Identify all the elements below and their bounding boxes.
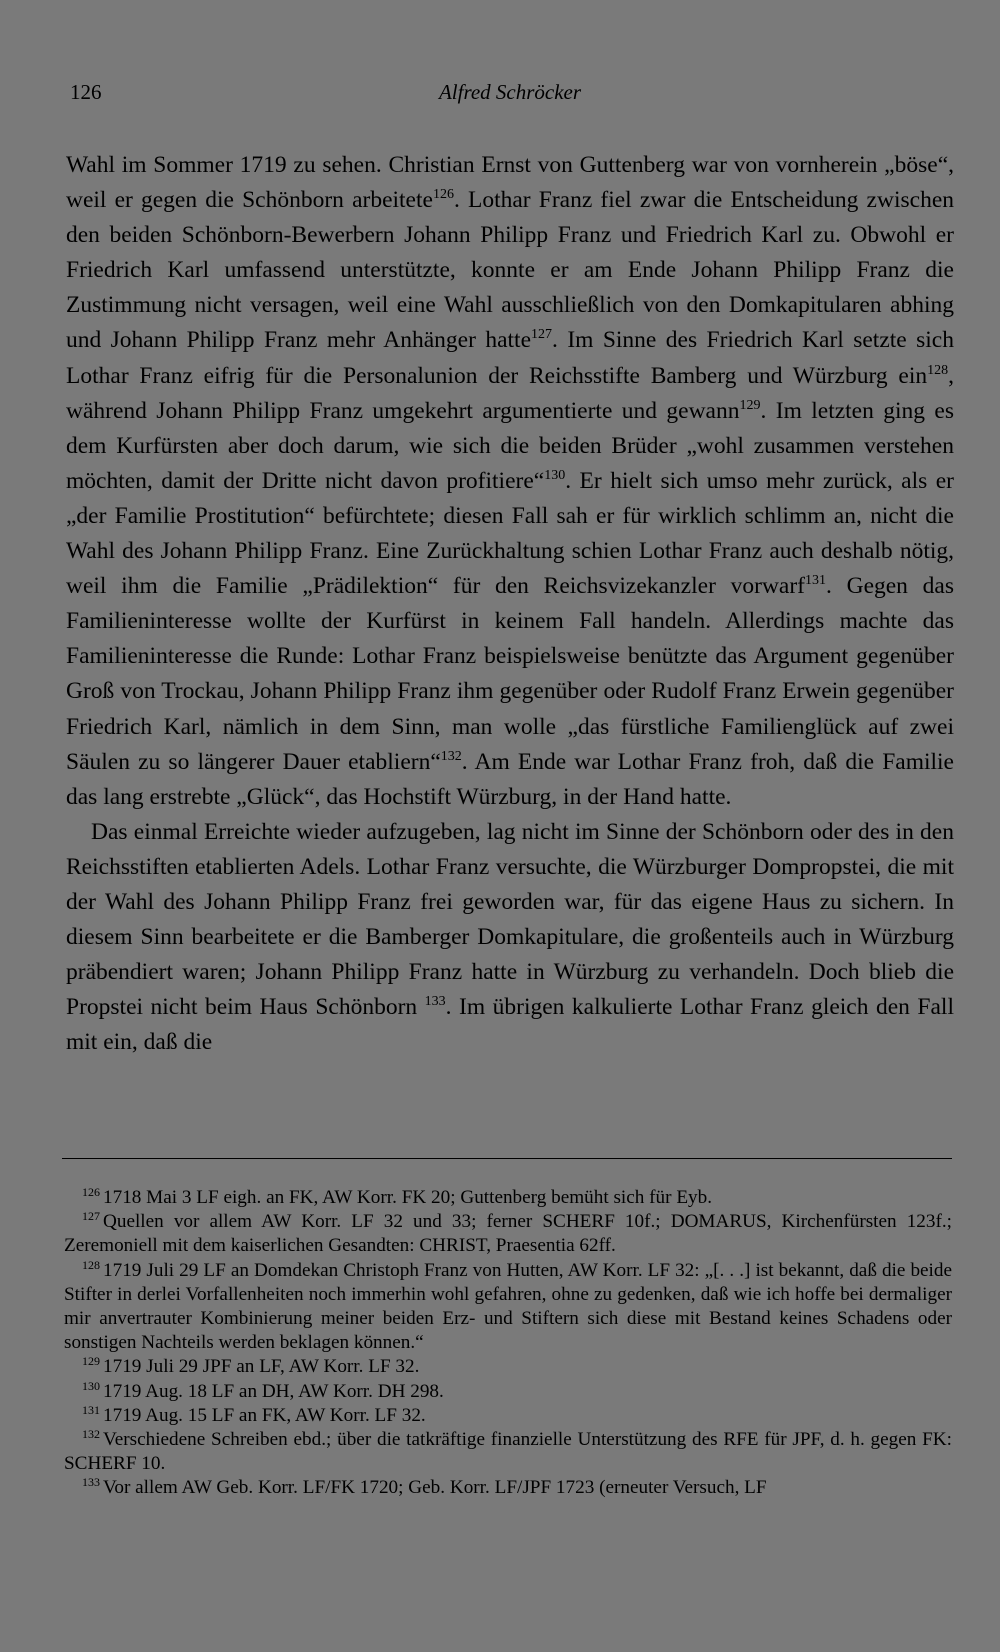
footnote xyxy=(64,1428,952,1476)
paragraph-1 xyxy=(66,148,954,815)
footnote xyxy=(64,1476,952,1500)
footnote-text: 1719 Aug. 15 LF an FK, AW Korr. LF 32. xyxy=(103,1404,426,1426)
footnote-text: Quellen vor allem AW Korr. LF 32 und 33; ferner SCHERF 10f.; DOMARUS, Kirchenfürsten 123f.; Zeremoniell mit dem kaiserlichen Gesandten: CHRIST, Praesentia 62ff. xyxy=(64,1211,952,1257)
footnotes xyxy=(64,1186,952,1501)
footnote xyxy=(64,1380,952,1404)
footnote-text: Vor allem AW Geb. Korr. LF/FK 1720; Geb. Korr. LF/JPF 1723 (erneuter Versuch, LF xyxy=(103,1477,767,1499)
footnote-divider xyxy=(62,1158,952,1159)
footnote-ref-127: 127 xyxy=(531,327,553,343)
footnote-ref-131: 131 xyxy=(805,573,826,589)
text-run: . Gegen das Familieninteresse wollte der Kurfürst in keinem Fall handeln. Allerdings machte das Familieninteresse die Runde: Lothar Franz beispielsweise benützte das Argument gegenüber Groß von Trockau, Johann Philipp Franz ihm gegenüber oder Rudolf Franz Erwein gegenüber Friedrich Karl, nämlich in dem Sinn, man wolle „das fürstliche Familienglück auf zwei Säulen zu so längerer Dauer etabliern“ xyxy=(66,573,954,775)
footnote-ref-130: 130 xyxy=(544,467,566,483)
text-run: . Im übrigen kalkulierte Lothar Franz gleich den Fall mit ein, daß die xyxy=(66,994,954,1056)
footnote xyxy=(64,1355,952,1379)
footnote-ref-128: 128 xyxy=(927,362,949,378)
footnote-ref-129: 129 xyxy=(739,397,761,413)
footnote-number: 132 xyxy=(82,1427,100,1442)
footnote xyxy=(64,1259,952,1356)
text-run: . Lothar Franz fiel zwar die Entscheidung zwischen den beiden Schönborn-Bewerbern Johann Philipp Franz und Friedrich Karl zu. Obwohl er Friedrich Karl umfassend unterstützte, konnte er am Ende Johann Philipp Franz die Zustimmung nicht versagen, weil eine Wahl ausschließlich von den Domkapitularen abhing und Johann Philipp Franz mehr Anhänger hatte xyxy=(66,187,954,354)
running-head: Alfred Schröcker xyxy=(438,80,582,104)
text-run: Wahl im Sommer 1719 zu sehen. Christian Ernst von Guttenberg war von vornherein „böse“, weil er gegen die Schönborn arbeitete xyxy=(66,152,954,214)
footnote-number: 127 xyxy=(82,1209,100,1224)
page-header xyxy=(64,76,956,108)
footnote xyxy=(64,1210,952,1258)
footnote xyxy=(64,1404,952,1428)
footnote-ref-126: 126 xyxy=(432,187,454,203)
footnote-ref-132: 132 xyxy=(440,748,462,764)
footnote-number: 131 xyxy=(82,1402,100,1417)
page-number: 126 xyxy=(70,80,102,104)
footnote-number: 133 xyxy=(82,1475,100,1490)
text-run: Das einmal Erreichte wieder aufzugeben, lag nicht im Sinne der Schönborn oder des in den Reichsstiften etablierten Adels. Lothar Franz versuchte, die Würzburger Dompropstei, die mit der Wahl des Johann Philipp Franz frei geworden war, für das eigene Haus zu sichern. In diesem Sinn bearbeitete er die Bamberger Domkapitulare, die großenteils auch in Würzburg präbendiert waren; Johann Philipp Franz hatte in Würzburg zu verhandeln. Doch blieb die Propstei nicht beim Haus Schönborn xyxy=(66,818,954,1021)
footnote-ref-133: 133 xyxy=(424,994,446,1010)
footnote-text: 1719 Aug. 18 LF an DH, AW Korr. DH 298. xyxy=(103,1380,444,1402)
footnote-number: 129 xyxy=(82,1354,100,1369)
text-run: . Im Sinne des Friedrich Karl setzte sich Lothar Franz eifrig für die Personalunion der Reichsstifte Bamberg und Würzburg ein xyxy=(66,327,954,389)
footnote-number: 128 xyxy=(82,1257,100,1272)
footnote-text: 1719 Juli 29 LF an Domdekan Christoph Franz von Hutten, AW Korr. LF 32: „[. . .] ist bekannt, daß die beide Stifter in derlei Vorfallenheiten noch immerhin wohl gefahren, ohne zu gedenken, daß wie ich hoffe bei dermaliger mir anvertrauter Kombinierung meiner beiden Erz- und Stiftern sich diese mit Bestand keines Schadens oder sonstigen Nachteils werden beklagen können.“ xyxy=(64,1259,952,1354)
footnote-number: 130 xyxy=(82,1378,100,1393)
footnote-text: Verschiedene Schreiben ebd.; über die tatkräftige finanzielle Unterstützung des RFE für JPF, d. h. gegen FK: SCHERF 10. xyxy=(64,1429,952,1475)
footnote-number: 126 xyxy=(82,1185,100,1199)
text-run: . Am Ende war Lothar Franz froh, daß die Familie das lang erstrebte „Glück“, das Hochstift Würzburg, in der Hand hatte. xyxy=(66,748,954,810)
text-run: , während Johann Philipp Franz umgekehrt argumentierte und gewann xyxy=(66,362,954,424)
footnote-text: 1718 Mai 3 LF eigh. an FK, AW Korr. FK 20; Guttenberg bemüht sich für Eyb. xyxy=(103,1187,713,1208)
footnote-text: 1719 Juli 29 JPF an LF, AW Korr. LF 32. xyxy=(103,1356,420,1378)
paragraph-2 xyxy=(66,815,954,1061)
text-run: . Er hielt sich umso mehr zurück, als er „der Familie Prostitution“ befürchtete; diesen Fall sah er für wirklich schlimm an, nicht die Wahl des Johann Philipp Franz. Eine Zurückhaltung schien Lothar Franz auch deshalb nötig, weil ihm die Familie „Prädilektion“ für den Reichsvizekanzler vorwarf xyxy=(66,467,955,600)
text-run: . Im letzten ging es dem Kurfürsten aber doch darum, wie sich die beiden Brüder „wohl zusammen verstehen möchten, damit der Dritte nicht davon profitiere“ xyxy=(66,397,954,494)
body-text xyxy=(66,148,954,1060)
footnote xyxy=(64,1186,952,1210)
